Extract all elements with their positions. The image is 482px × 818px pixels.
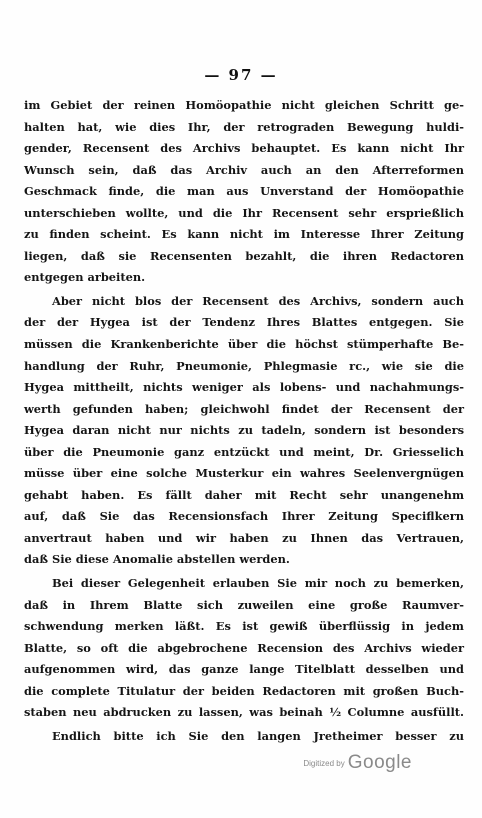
text-line: aufgenommen wird, das ganze lange Titelblatt desselben und [24, 662, 464, 677]
text-line: werth gefunden haben; gleichwohl findet der Recensent der [24, 401, 464, 416]
text-line: Blatte, so oft die abgebrochene Recension des Archivs wieder [24, 640, 464, 655]
text-line: Hygea daran nicht nur nichts zu tadeln, sondern ist besonders [24, 423, 464, 438]
text-line: Wunsch sein, daß das Archiv auch an den Afterreformen [24, 162, 464, 177]
text-line: Bei dieser Gelegenheit erlauben Sie mir noch zu bemerken, [52, 576, 464, 591]
text-line: gender, Recensent des Archivs behauptet. Es kann nicht Ihr [24, 141, 464, 156]
text-line: auf, daß Sie das Recensionsfach Ihrer Zeitung Speciflkern [24, 509, 464, 524]
body-text [24, 95, 464, 747]
text-line: gehabt haben. Es fällt daher mit Recht sehr unangenehm [24, 487, 464, 502]
text-line: müsse über eine solche Musterkur ein wahres Seelenvergnügen [24, 466, 464, 481]
text-line: der der Hygea ist der Tendenz Ihres Blattes entgegen. Sie [24, 315, 464, 330]
text-line: Hygea mittheilt, nichts weniger als lobens- und nachahmungs- [24, 380, 464, 395]
text-line: müssen die Krankenberichte über die höchst stümperhafte Be- [24, 337, 464, 352]
text-line: zu finden scheint. Es kann nicht im Interesse Ihrer Zeitung [24, 227, 464, 242]
text-line: halten hat, wie dies Ihr, der retrograden Bewegung huldi- [24, 119, 464, 134]
text-line: entgegen arbeiten. [24, 270, 146, 285]
text-line: anvertraut haben und wir haben zu Ihnen das Vertrauen, [24, 530, 464, 545]
text-line: Endlich bitte ich Sie den langen Jretheimer besser zu [52, 728, 464, 743]
text-line: im Gebiet der reinen Homöopathie nicht gleichen Schritt ge- [24, 98, 464, 112]
text-line: die complete Titulatur der beiden Redactoren mit großen Buch- [24, 683, 464, 698]
page-number: — 97 — [204, 66, 278, 84]
text-line: schwendung merken läßt. Es ist gewiß überflüssig in jedem [24, 619, 464, 634]
text-line: daß in Ihrem Blatte sich zuweilen eine große Raumver- [24, 597, 464, 612]
text-line: staben neu abdrucken zu lassen, was beinah ½ Columne ausfüllt. [24, 705, 464, 720]
text-line: Aber nicht blos der Recensent des Archivs, sondern auch [52, 293, 464, 308]
text-line: unterschieben wollte, und die Ihr Recensent sehr ersprießlich [24, 205, 464, 220]
google-watermark [303, 752, 412, 774]
text-line: über die Pneumonie ganz entzückt und meint, Dr. Griesselich [24, 444, 464, 459]
text-line: liegen, daß sie Recensenten bezahlt, die ihren Redactoren [24, 248, 464, 263]
text-line: Geschmack finde, die man aus Unverstand der Homöopathie [24, 184, 464, 199]
text-line: daß Sie diese Anomalie abstellen werden. [24, 552, 290, 567]
text-line: handlung der Ruhr, Pneumonie, Phlegmasie rc., wie sie die [24, 358, 464, 373]
google-logo: Google [347, 752, 412, 773]
watermark-prefix: Digitized by [303, 758, 345, 768]
